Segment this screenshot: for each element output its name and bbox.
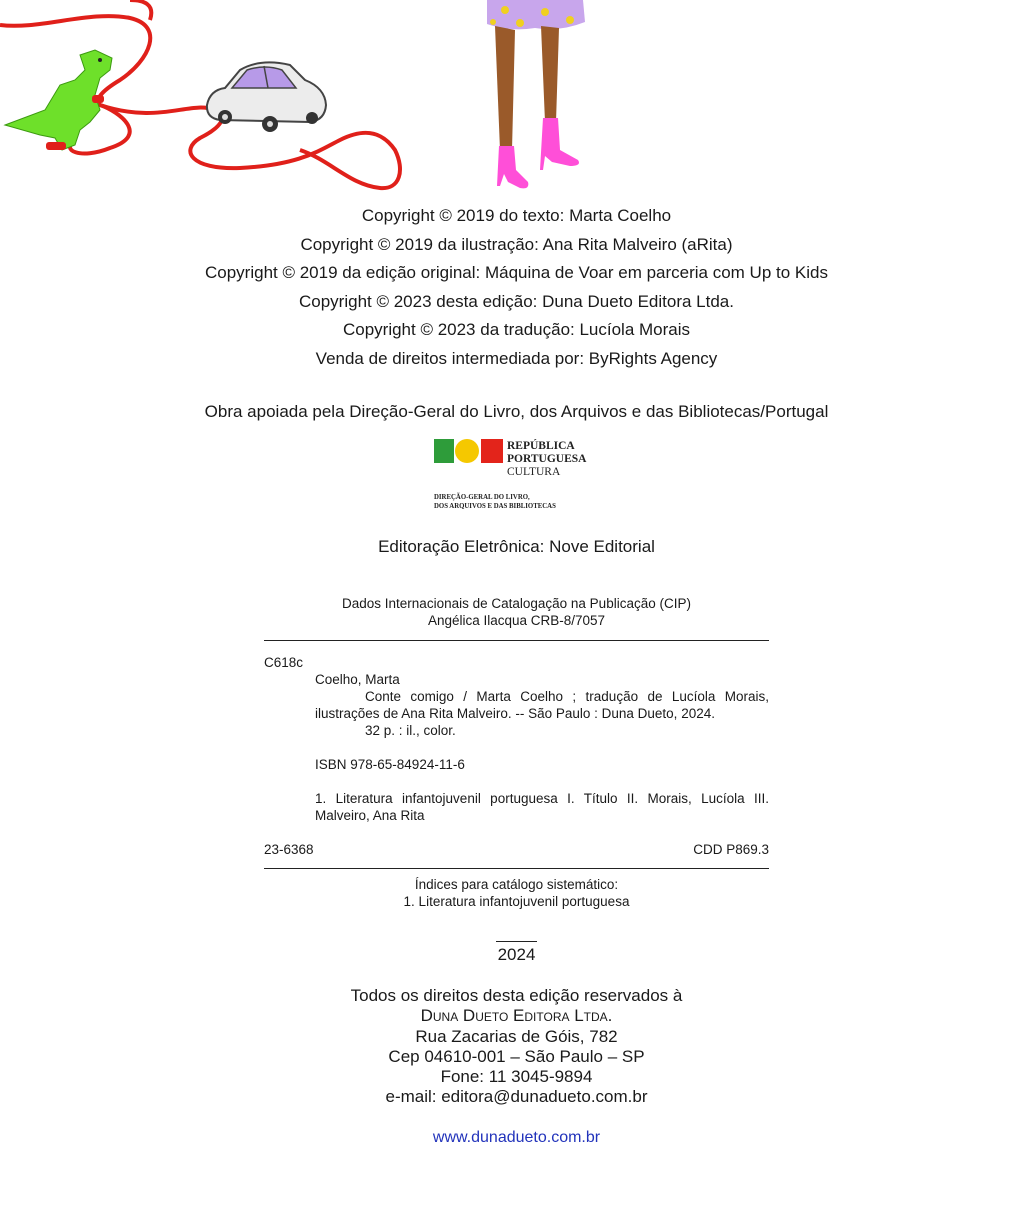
cip-code: C618c (264, 655, 304, 670)
cip-index-title: Índices para catálogo sistemático: (414, 877, 619, 892)
logo-line1: REPÚBLICA (507, 440, 575, 452)
logo-sub2: DOS ARQUIVOS E DAS BIBLIOTECAS (434, 503, 556, 510)
cip-librarian: Angélica Ilacqua CRB-8/7057 (427, 613, 606, 628)
cip-author: Coelho, Marta (315, 672, 400, 687)
cip-index (0, 876, 1033, 910)
cip-cdd: CDD P869.3 (693, 842, 769, 857)
website-link[interactable]: www.dunadueto.com.br (432, 1129, 601, 1146)
publisher-cep: Cep 04610-001 – São Paulo – SP (388, 1046, 645, 1066)
copyright-translation: Copyright © 2023 da tradução: Lucíola Morais (342, 320, 691, 340)
cip-number: 23-6368 (264, 842, 314, 857)
cip-isbn: ISBN 978-65-84924-11-6 (315, 757, 465, 772)
cip-index-item: 1. Literatura infantojuvenil portuguesa (403, 894, 630, 909)
publisher-phone: Fone: 11 3045-9894 (440, 1067, 593, 1087)
rights-statement: Todos os direitos desta edição reservados à (350, 986, 683, 1005)
cip-title-line: Conte comigo / Marta Coelho ; tradução de Lucíola Morais, ilustrações de Ana Rita Malveiro. -- São Paulo : Duna Dueto, 2024. (315, 689, 769, 721)
logo-line3: CULTURA (507, 466, 561, 478)
website-container (0, 1129, 1033, 1147)
cip-pages: 32 p. : il., color. (365, 723, 456, 738)
cip-title: Dados Internacionais de Catalogação na Publicação (CIP) (342, 596, 691, 611)
cip-subjects: 1. Literatura infantojuvenil portuguesa I. Título II. Morais, Lucíola III. Malveiro, Ana Rita (315, 791, 769, 823)
copyright-block (0, 202, 1033, 374)
cip-record (264, 654, 769, 858)
cip-top-rule (264, 640, 769, 641)
car (207, 62, 326, 132)
cip-header (0, 595, 1033, 629)
rights-block (0, 986, 1033, 1108)
publication-year: 2024 (496, 941, 537, 965)
copyright-this-edition: Copyright © 2023 desta edição: Duna Dueto Editora Ltda. (299, 291, 734, 311)
logo-yellow-circle (455, 439, 479, 463)
publisher-name: Duna Dueto Editora Ltda. (420, 1006, 613, 1026)
publisher-address: Rua Zacarias de Góis, 782 (415, 1026, 618, 1046)
cip-number-row (264, 841, 769, 858)
top-illustration (0, 0, 1033, 200)
logo-line2: PORTUGUESA (507, 453, 587, 465)
copyright-original-edition: Copyright © 2019 da edição original: Máquina de Voar em parceria com Up to Kids (205, 263, 828, 283)
logo-green-square (434, 439, 454, 463)
rights-agency: Venda de direitos intermediada por: ByRights Agency (315, 348, 718, 368)
editoracao-credit: Editoração Eletrônica: Nove Editorial (378, 537, 655, 556)
copyright-illustration: Copyright © 2019 da ilustração: Ana Rita Malveiro (aRita) (300, 234, 733, 254)
cip-bottom-rule (264, 868, 769, 869)
logo-red-square (481, 439, 503, 463)
copyright-text: Copyright © 2019 do texto: Marta Coelho (361, 206, 672, 225)
support-statement: Obra apoiada pela Direção-Geral do Livro, dos Arquivos e das Bibliotecas/Portugal (204, 402, 829, 421)
publisher-email: e-mail: editora@dunadueto.com.br (385, 1087, 648, 1107)
republica-portuguesa-cultura-logo (434, 437, 604, 513)
logo-sub1: DIREÇÃO-GERAL DO LIVRO, (434, 494, 530, 501)
skirt (487, 0, 585, 29)
